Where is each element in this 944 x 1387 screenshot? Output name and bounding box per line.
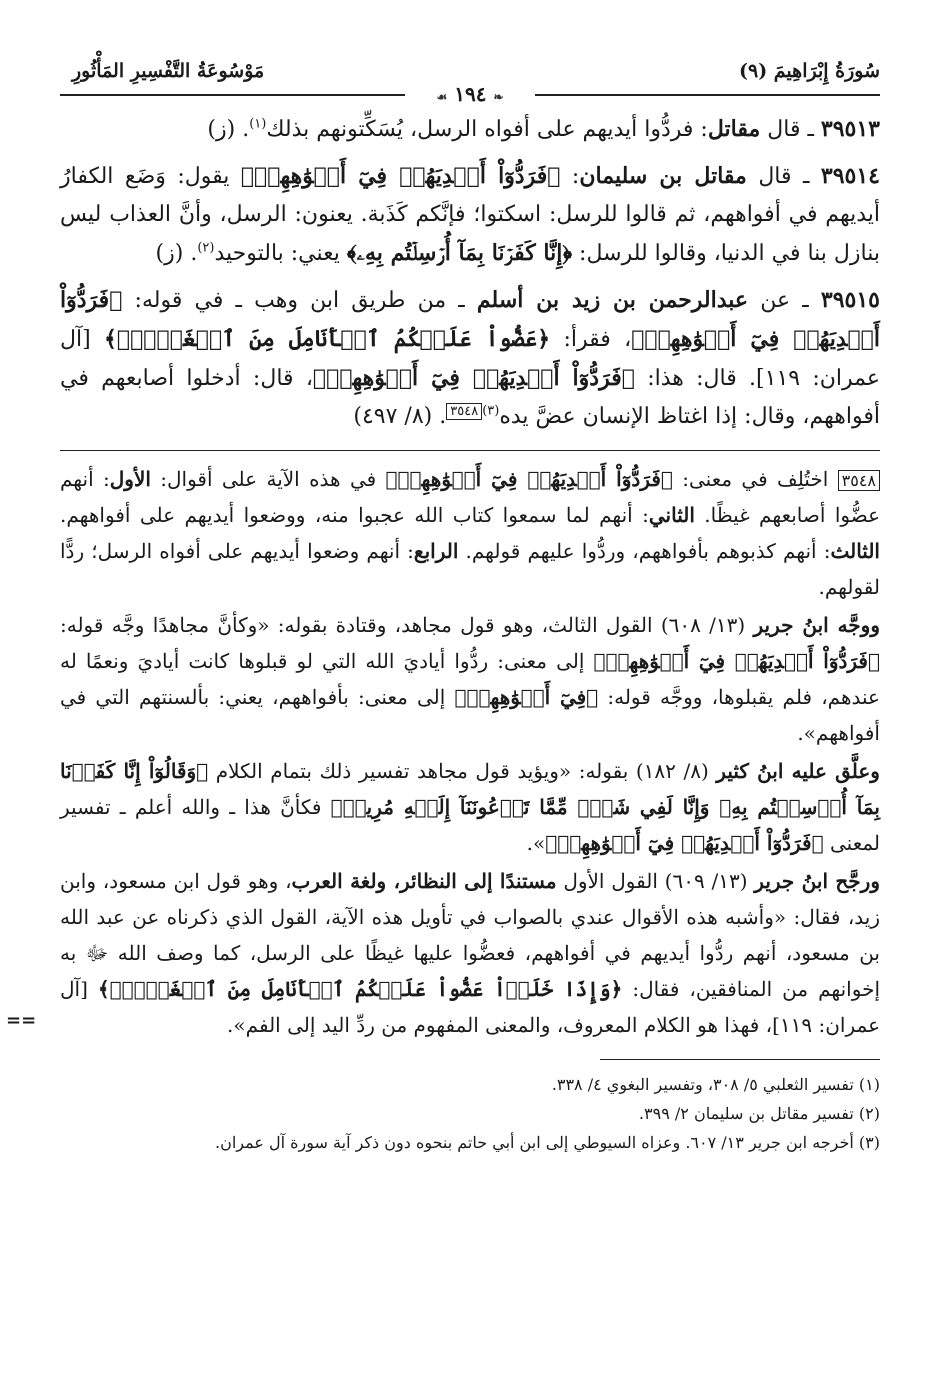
entry-number: ٣٩٥١٤: [820, 163, 880, 189]
paragraph-lead: ورجَّح ابنُ جرير: [754, 869, 880, 893]
verse-reference: [آل عمران: ١١٩]: [60, 977, 880, 1037]
entry-number: ٣٩٥١٣: [820, 116, 880, 142]
text: ، فهذا هو الكلام المعروف، والمعنى المفهوم من ردِّ اليد إلى الفم».: [227, 1013, 773, 1037]
entry-39513: [60, 110, 880, 149]
quran-verse: ﴿وَإِذَا خَلَوۡاْ عَضُّواْ عَلَيۡكُمُ ٱلۡأَنَامِلَ مِنَ ٱلۡغَيۡظِۚ﴾: [97, 977, 623, 1001]
quran-verse: ﴿فَرَدُّوٓاْ أَيۡدِيَهُمۡ فِيٓ أَفۡوَٰهِهِمۡ﴾: [312, 365, 635, 391]
footnote-item: (٣) أخرجه ابن جرير ١٣/ ٦٠٧. وعزاه السيوطي إلى ابن أبي حاتم بنحوه دون ذكر آية سورة آل عمران.: [215, 1133, 880, 1152]
paragraph-lead: وعلَّق عليه ابنُ كثير: [716, 759, 880, 783]
footnote-item: (٢) تفسير مقاتل بن سليمان ٢/ ٣٩٩.: [638, 1104, 880, 1123]
entry-text: : فردُّوا أيديهم على أفواه الرسل، يُسَكِّتونهم بذلك: [266, 117, 708, 142]
entry-39515: [60, 281, 880, 436]
entry-text: ، فقرأ:: [550, 327, 632, 352]
quran-verse: ﴿فَرَدُّوٓاْ أَيۡدِيَهُمۡ فِيٓ أَفۡوَٰهِهِمۡ﴾: [240, 163, 561, 189]
footnote-marker: (٣): [482, 403, 500, 419]
quran-verse: ﴿وَقَالُوٓاْ إِنَّا كَفَرۡنَا بِمَآ أُرۡسِلۡتُم بِهِۦ وَإِنَّا لَفِي شَكّٖ مِّمَّا تَدۡعُونَنَآ إِلَيۡهِ مُرِيبٖ﴾: [60, 759, 880, 819]
commentary-paragraph: [60, 607, 880, 751]
label-fourth: الرابع: [413, 539, 459, 563]
entry-lead: ـ قال: [767, 117, 814, 142]
text: فكأنَّ هذا ـ والله أعلم ـ تفسير لمعنى: [60, 795, 880, 855]
quran-verse: ﴿فَرَدُّوٓاْ أَيۡدِيَهُمۡ فِيٓ أَفۡوَٰهِهِمۡ﴾: [545, 831, 824, 855]
entry-tail: . (ز): [155, 241, 198, 266]
header-rule-left: [60, 94, 405, 96]
quran-verse: ﴿فَرَدُّوٓاْ أَيۡدِيَهُمۡ فِيٓ أَفۡوَٰهِهِمۡ﴾: [60, 287, 880, 352]
page: [6, 58, 881, 1157]
entry-text: يعني: بالتوحيد: [214, 241, 347, 266]
text: : أنهم عضُّوا أصابعهم غيظًا.: [60, 467, 881, 527]
entry-text: :: [560, 164, 580, 189]
main-text: [6, 110, 881, 1157]
text: ».: [526, 831, 546, 855]
quran-verse: ﴿فَرَدُّوٓاْ أَيۡدِيَهُمۡ فِيٓ أَفۡوَٰهِهِمۡ﴾: [385, 467, 673, 491]
quran-verse: ﴿إِنَّا كَفَرۡنَا بِمَآ أُرۡسِلۡتُم بِهِۦ﴾: [346, 240, 573, 266]
commentary-paragraph: [60, 753, 880, 861]
bold-phrase: مستندًا إلى النظائر، ولغة العرب: [291, 869, 557, 893]
commentary-paragraph: [6, 863, 880, 1043]
quran-verse: ﴿فِيٓ أَفۡوَٰهِهِمۡ﴾: [454, 685, 599, 709]
narrator-name: مقاتل: [707, 116, 761, 142]
text: في هذه الآية على أقوال:: [150, 467, 386, 491]
text: : أنهم كذبوهم بأفواههم، وردُّوا عليهم قولهم.: [458, 539, 831, 563]
entry-text: ـ من طريق ابن وهب ـ في قوله:: [122, 288, 477, 313]
text: : أنهم لما سمعوا كتاب الله عجبوا منه، ووضعوا أيديهم على أفواههم.: [60, 503, 649, 527]
ornament-icon: ❧: [493, 90, 504, 104]
footnote-marker: (١): [249, 116, 267, 132]
footnotes: [60, 1070, 880, 1157]
commentary-separator: [60, 450, 880, 451]
commentary-box-number: ٣٥٤٨: [838, 470, 880, 491]
entry-tail: . (ز): [207, 117, 250, 142]
text: إلى معنى: ردُّوا أياديَ الله التي لو قبلوها كانت أياديَ ونعمًا له عندهم، فلم يقبلوها، ووجَّه قوله:: [60, 649, 880, 709]
footnote-rule: [600, 1059, 880, 1060]
label-first: الأول: [109, 467, 151, 491]
page-header: [60, 58, 880, 104]
footnote-marker: (٢): [197, 240, 215, 256]
quran-verse: ﴿فَرَدُّوٓاْ أَيۡدِيَهُمۡ فِيٓ أَفۡوَٰهِهِمۡ﴾: [593, 649, 880, 673]
continuation-mark: ==: [6, 1010, 37, 1031]
text: (١٣/ ٦٠٨) القول الثالث، وهو قول مجاهد، وقتادة بقوله: «وكأنَّ مجاهدًا وجَّه قوله:: [60, 613, 754, 637]
entry-text: يقول: وَضَع الكفارُ أيديهم في أفواههم، ثم قالوا للرسل: اسكتوا؛ فإنَّكم كَذَبة. يعنون: الرسل، وأنَّ العذاب ليس بنازل بنا في الدنيا، وقالوا للرسل:: [60, 164, 880, 266]
label-second: الثاني: [648, 503, 695, 527]
page-number: ١٩٤: [454, 82, 487, 106]
book-title: مَوْسُوعَةُ التَّفْسِيرِ المَأْثُورِ: [72, 60, 265, 82]
entry-39514: [60, 157, 880, 273]
verse-reference: [آل عمران: ١١٩]: [60, 327, 881, 391]
entry-lead: ـ قال: [758, 164, 810, 189]
narrator-name: عبدالرحمن بن زيد بن أسلم: [476, 287, 749, 313]
header-rule-right: [535, 94, 880, 96]
entry-text: ، قال: أدخلوا أصابعهم في أفواههم، وقال: إذا اغتاظ الإنسان عضَّ يده: [60, 366, 880, 429]
entry-tail: . (٨/ ٤٩٧): [353, 404, 447, 429]
label-third: الثالث: [830, 539, 880, 563]
narrator-name: مقاتل بن سليمان: [579, 163, 747, 189]
commentary-box-ref: ٣٥٤٨: [446, 403, 482, 420]
surah-title: سُورَةُ إِبْرَاهِيمَ (٩): [738, 60, 880, 82]
paragraph-lead: ووجَّه ابنُ جرير: [753, 613, 880, 637]
commentary-paragraph: [60, 461, 880, 605]
text: (١٣/ ٦٠٩) القول الأول: [556, 869, 755, 893]
ornament-icon: ☙: [436, 90, 448, 104]
entry-number: ٣٩٥١٥: [820, 287, 880, 313]
entry-text: . قال: هذا:: [634, 366, 757, 391]
text: ، وهو قول ابن مسعود، وابن زيد، فقال: «وأشبه هذه الأقوال عندي بالصواب في تأويل هذه الآية، القول الذي ذكرناه عن عبد الله بن مسعود، أنهم ردُّوا أيديهم في أفواههم، فعضُّوا عليها غيظًا على الرسل، كما وصف الله ﷻ به إخوانهم من المنافقين، فقال:: [60, 869, 880, 1001]
entry-lead: ـ عن: [760, 288, 809, 313]
text: : أنهم وضعوا أيديهم على أفواه الرسل؛ ردًّا لقولهم.: [60, 539, 880, 599]
text: اختُلِف في معنى:: [672, 467, 838, 491]
commentary: [6, 461, 881, 1043]
text: إلى معنى: بأفواههم، يعني: بألسنتهم التي في أفواههم».: [60, 685, 880, 745]
page-number-block: [410, 82, 530, 106]
footnote-item: (١) تفسير الثعلبي ٥/ ٣٠٨، وتفسير البغوي ٤/ ٣٣٨.: [551, 1075, 880, 1094]
text: (٨/ ١٨٢) بقوله: «ويؤيد قول مجاهد تفسير ذلك بتمام الكلام: [208, 759, 717, 783]
quran-verse: ﴿عَضُّواْ عَلَيۡكُمُ ٱلۡأَنَامِلَ مِنَ ٱلۡغَيۡظِۚ﴾: [104, 326, 551, 352]
